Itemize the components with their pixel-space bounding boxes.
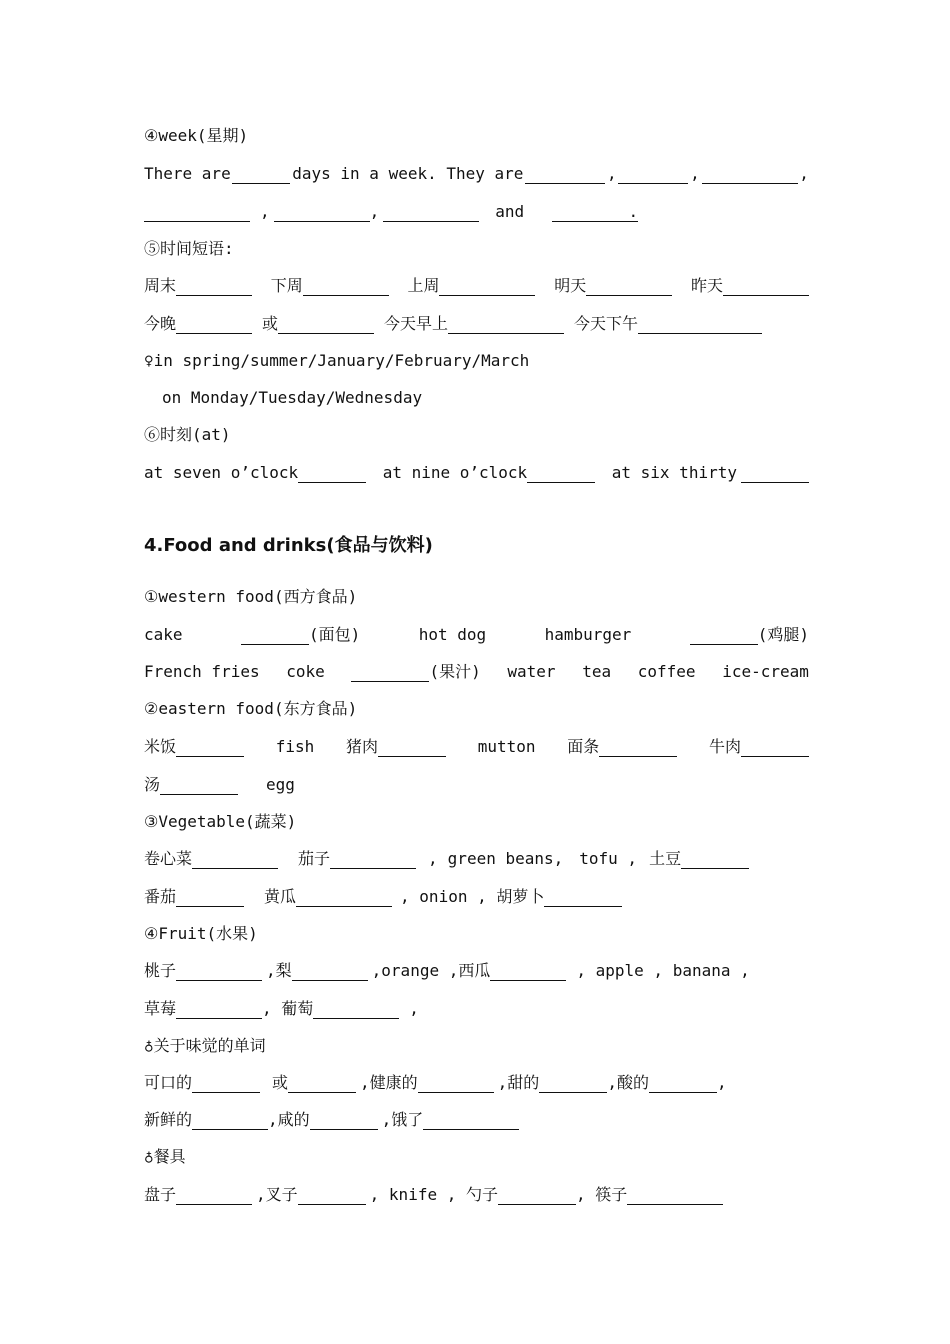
comma: , (409, 999, 419, 1018)
hungry-label: ,饿了 (381, 1110, 424, 1129)
days-count-blank[interactable] (232, 166, 290, 184)
bread-hint: (面包) (308, 625, 361, 644)
time-phrases-row-1 (144, 270, 809, 296)
next-week-blank[interactable] (303, 278, 389, 296)
cucumber-label: 黄瓜 (264, 887, 297, 906)
chopsticks-label: , 筷子 (576, 1185, 628, 1204)
comma: , (799, 164, 809, 183)
day-name-blank[interactable] (274, 204, 370, 222)
comma: , (606, 164, 617, 183)
weekend-label: 周末 (144, 276, 177, 295)
nine-oclock-blank[interactable] (527, 465, 595, 483)
on-note-text: on Monday/Tuesday/Wednesday (162, 388, 423, 407)
ice-cream-text: ice-cream (722, 662, 809, 681)
potato-label: 土豆 (649, 849, 682, 868)
vegetable-heading-text: ③Vegetable(蔬菜) (144, 812, 297, 831)
noodles-label: 面条 (567, 737, 600, 756)
hungry-blank[interactable] (423, 1112, 519, 1130)
nine-oclock-label: at nine o’clock (382, 463, 528, 482)
week-line-2 (144, 196, 809, 222)
western-row-2 (144, 656, 809, 682)
day-name-blank[interactable] (144, 204, 250, 222)
vegetable-row-1 (144, 843, 809, 869)
bread-blank[interactable] (241, 627, 309, 645)
day-name-blank[interactable] (383, 204, 479, 222)
egg-text: egg (266, 775, 295, 794)
fresh-blank[interactable] (192, 1112, 268, 1130)
pear-blank[interactable] (292, 963, 368, 981)
section-title: 4.Food and drinks(食品与饮料) (144, 535, 433, 556)
this-afternoon-label: 今天下午 (574, 314, 639, 333)
taste-heading (144, 1030, 809, 1056)
apple-banana-text: , apple , banana , (576, 961, 750, 980)
tableware-heading-text: ♁餐具 (144, 1147, 186, 1166)
salty-blank[interactable] (310, 1112, 378, 1130)
on-note (162, 382, 827, 408)
seven-oclock-label: at seven o’clock (144, 463, 299, 482)
clock-heading (144, 419, 809, 445)
and-text: and (495, 202, 525, 221)
green-beans-text: green beans, (447, 849, 564, 868)
sweet-label: ,甜的 (497, 1073, 540, 1092)
french-fries-text: French fries (144, 662, 260, 681)
fork-label: ,叉子 (256, 1185, 298, 1204)
time-phrases-row-2 (144, 308, 809, 334)
tofu-text: tofu , (579, 849, 638, 868)
comma: , (428, 849, 438, 868)
chicken-leg-hint: (鸡腿) (757, 625, 809, 644)
mutton-text: mutton (477, 737, 536, 756)
eastern-row-1 (144, 731, 809, 757)
day-name-blank[interactable] (525, 166, 605, 184)
pear-label: ,梨 (266, 961, 292, 980)
hamburger-text: hamburger (544, 625, 632, 644)
cake-text: cake (144, 625, 183, 644)
taste-row-2 (144, 1104, 809, 1130)
day-name-blank[interactable] (618, 166, 688, 184)
beef-label: 牛肉 (708, 737, 741, 756)
clock-row (144, 457, 809, 483)
chopsticks-blank[interactable] (627, 1187, 723, 1205)
delicious-blank[interactable] (192, 1075, 260, 1093)
week-line-1 (144, 158, 809, 184)
juice-blank[interactable] (351, 664, 429, 682)
knife-spoon-text: , knife , 勺子 (369, 1185, 498, 1204)
soup-label: 汤 (144, 775, 161, 794)
day-name-blank[interactable] (702, 166, 798, 184)
chicken-leg-blank[interactable] (690, 627, 758, 645)
week-text: There are (144, 164, 231, 183)
fish-text: fish (275, 737, 315, 756)
taste-row-1 (144, 1067, 809, 1093)
tonight-blank[interactable] (176, 316, 252, 334)
next-week-label: 下周 (270, 276, 303, 295)
eastern-row-2 (144, 769, 809, 795)
fresh-label: 新鲜的 (144, 1110, 193, 1129)
juice-hint: (果汁) (429, 662, 481, 681)
vegetable-heading (144, 806, 809, 832)
pork-blank[interactable] (378, 739, 446, 757)
tableware-heading (144, 1141, 809, 1167)
sweet-blank[interactable] (539, 1075, 607, 1093)
cabbage-label: 卷心菜 (144, 849, 193, 868)
strawberry-blank[interactable] (176, 1001, 262, 1019)
in-note-text: ♀in spring/summer/January/February/March (144, 351, 530, 370)
eggplant-blank[interactable] (330, 851, 416, 869)
fruit-heading-text: ④Fruit(水果) (144, 924, 258, 943)
comma: , (716, 1073, 727, 1092)
taste-heading-text: ♁关于味觉的单词 (144, 1036, 266, 1055)
this-afternoon-blank[interactable] (638, 316, 762, 334)
plate-blank[interactable] (176, 1187, 252, 1205)
carrot-blank[interactable] (544, 889, 622, 907)
fork-blank[interactable] (298, 1187, 366, 1205)
six-thirty-label: at six thirty (611, 463, 737, 482)
comma: , (369, 202, 380, 221)
western-heading-text: ①western food(西方食品) (144, 587, 358, 606)
coffee-text: coffee (637, 662, 696, 681)
vegetable-row-2 (144, 881, 809, 907)
this-morning-label: 今天早上 (384, 314, 449, 333)
peach-blank[interactable] (176, 963, 262, 981)
fruit-row-1 (144, 955, 809, 981)
tea-text: tea (582, 662, 612, 681)
delicious-alt-blank[interactable] (288, 1075, 356, 1093)
rice-label: 米饭 (144, 737, 177, 756)
western-row-1 (144, 619, 809, 645)
coke-text: coke (286, 662, 325, 681)
water-text: water (507, 662, 556, 681)
plate-label: 盘子 (144, 1185, 177, 1204)
tomorrow-label: 明天 (554, 276, 587, 295)
clock-heading-text: ⑥时刻(at) (144, 425, 231, 444)
spoon-blank[interactable] (498, 1187, 576, 1205)
eastern-heading-text: ②eastern food(东方食品) (144, 699, 358, 718)
eastern-heading (144, 693, 809, 719)
healthy-blank[interactable] (418, 1075, 494, 1093)
healthy-label: ,健康的 (360, 1073, 418, 1092)
yesterday-blank[interactable] (723, 278, 809, 296)
orange-watermelon-text: ,orange ,西瓜 (371, 961, 491, 980)
or-label: 或 (262, 314, 279, 333)
pork-label: 猪肉 (345, 737, 378, 756)
peach-label: 桃子 (144, 961, 177, 980)
hot-dog-text: hot dog (418, 625, 487, 644)
beef-blank[interactable] (741, 739, 809, 757)
watermelon-blank[interactable] (490, 963, 566, 981)
strawberry-label: 草莓 (144, 999, 177, 1018)
six-thirty-blank[interactable] (741, 465, 809, 483)
tomato-label: 番茄 (144, 887, 177, 906)
sour-label: ,酸的 (607, 1073, 649, 1092)
seven-oclock-blank[interactable] (298, 465, 366, 483)
cabbage-blank[interactable] (192, 851, 278, 869)
rice-blank[interactable] (176, 739, 244, 757)
week-heading (144, 120, 809, 146)
weekend-blank[interactable] (176, 278, 252, 296)
soup-blank[interactable] (160, 777, 238, 795)
salty-label: ,咸的 (268, 1110, 310, 1129)
noodles-blank[interactable] (599, 739, 677, 757)
in-note (144, 345, 809, 371)
tableware-row (144, 1179, 809, 1205)
fruit-row-2 (144, 993, 809, 1019)
last-week-blank[interactable] (439, 278, 535, 296)
sour-blank[interactable] (649, 1075, 717, 1093)
day-name-blank[interactable] (552, 204, 638, 222)
fruit-heading (144, 918, 809, 944)
time-phrases-heading-text: ⑤时间短语: (144, 239, 234, 258)
or-label: 或 (272, 1073, 289, 1092)
grape-label: , 葡萄 (262, 999, 314, 1018)
grape-blank[interactable] (313, 1001, 399, 1019)
comma: , (260, 202, 270, 221)
yesterday-label: 昨天 (690, 276, 723, 295)
week-heading-text: ④week(星期) (144, 126, 249, 145)
tonight-alt-blank[interactable] (278, 316, 374, 334)
comma: , (690, 164, 700, 183)
delicious-label: 可口的 (144, 1073, 193, 1092)
onion-carrot-text: , onion , 胡萝卜 (400, 887, 545, 906)
this-morning-blank[interactable] (448, 316, 564, 334)
tomato-blank[interactable] (176, 889, 244, 907)
tonight-label: 今晚 (144, 314, 177, 333)
period: . (628, 202, 639, 221)
cucumber-blank[interactable] (296, 889, 392, 907)
western-heading (144, 581, 809, 607)
week-text: days in a week. They are (292, 164, 524, 183)
last-week-label: 上周 (407, 276, 440, 295)
potato-blank[interactable] (681, 851, 749, 869)
time-phrases-heading (144, 233, 809, 259)
tomorrow-blank[interactable] (586, 278, 672, 296)
eggplant-label: 茄子 (298, 849, 331, 868)
